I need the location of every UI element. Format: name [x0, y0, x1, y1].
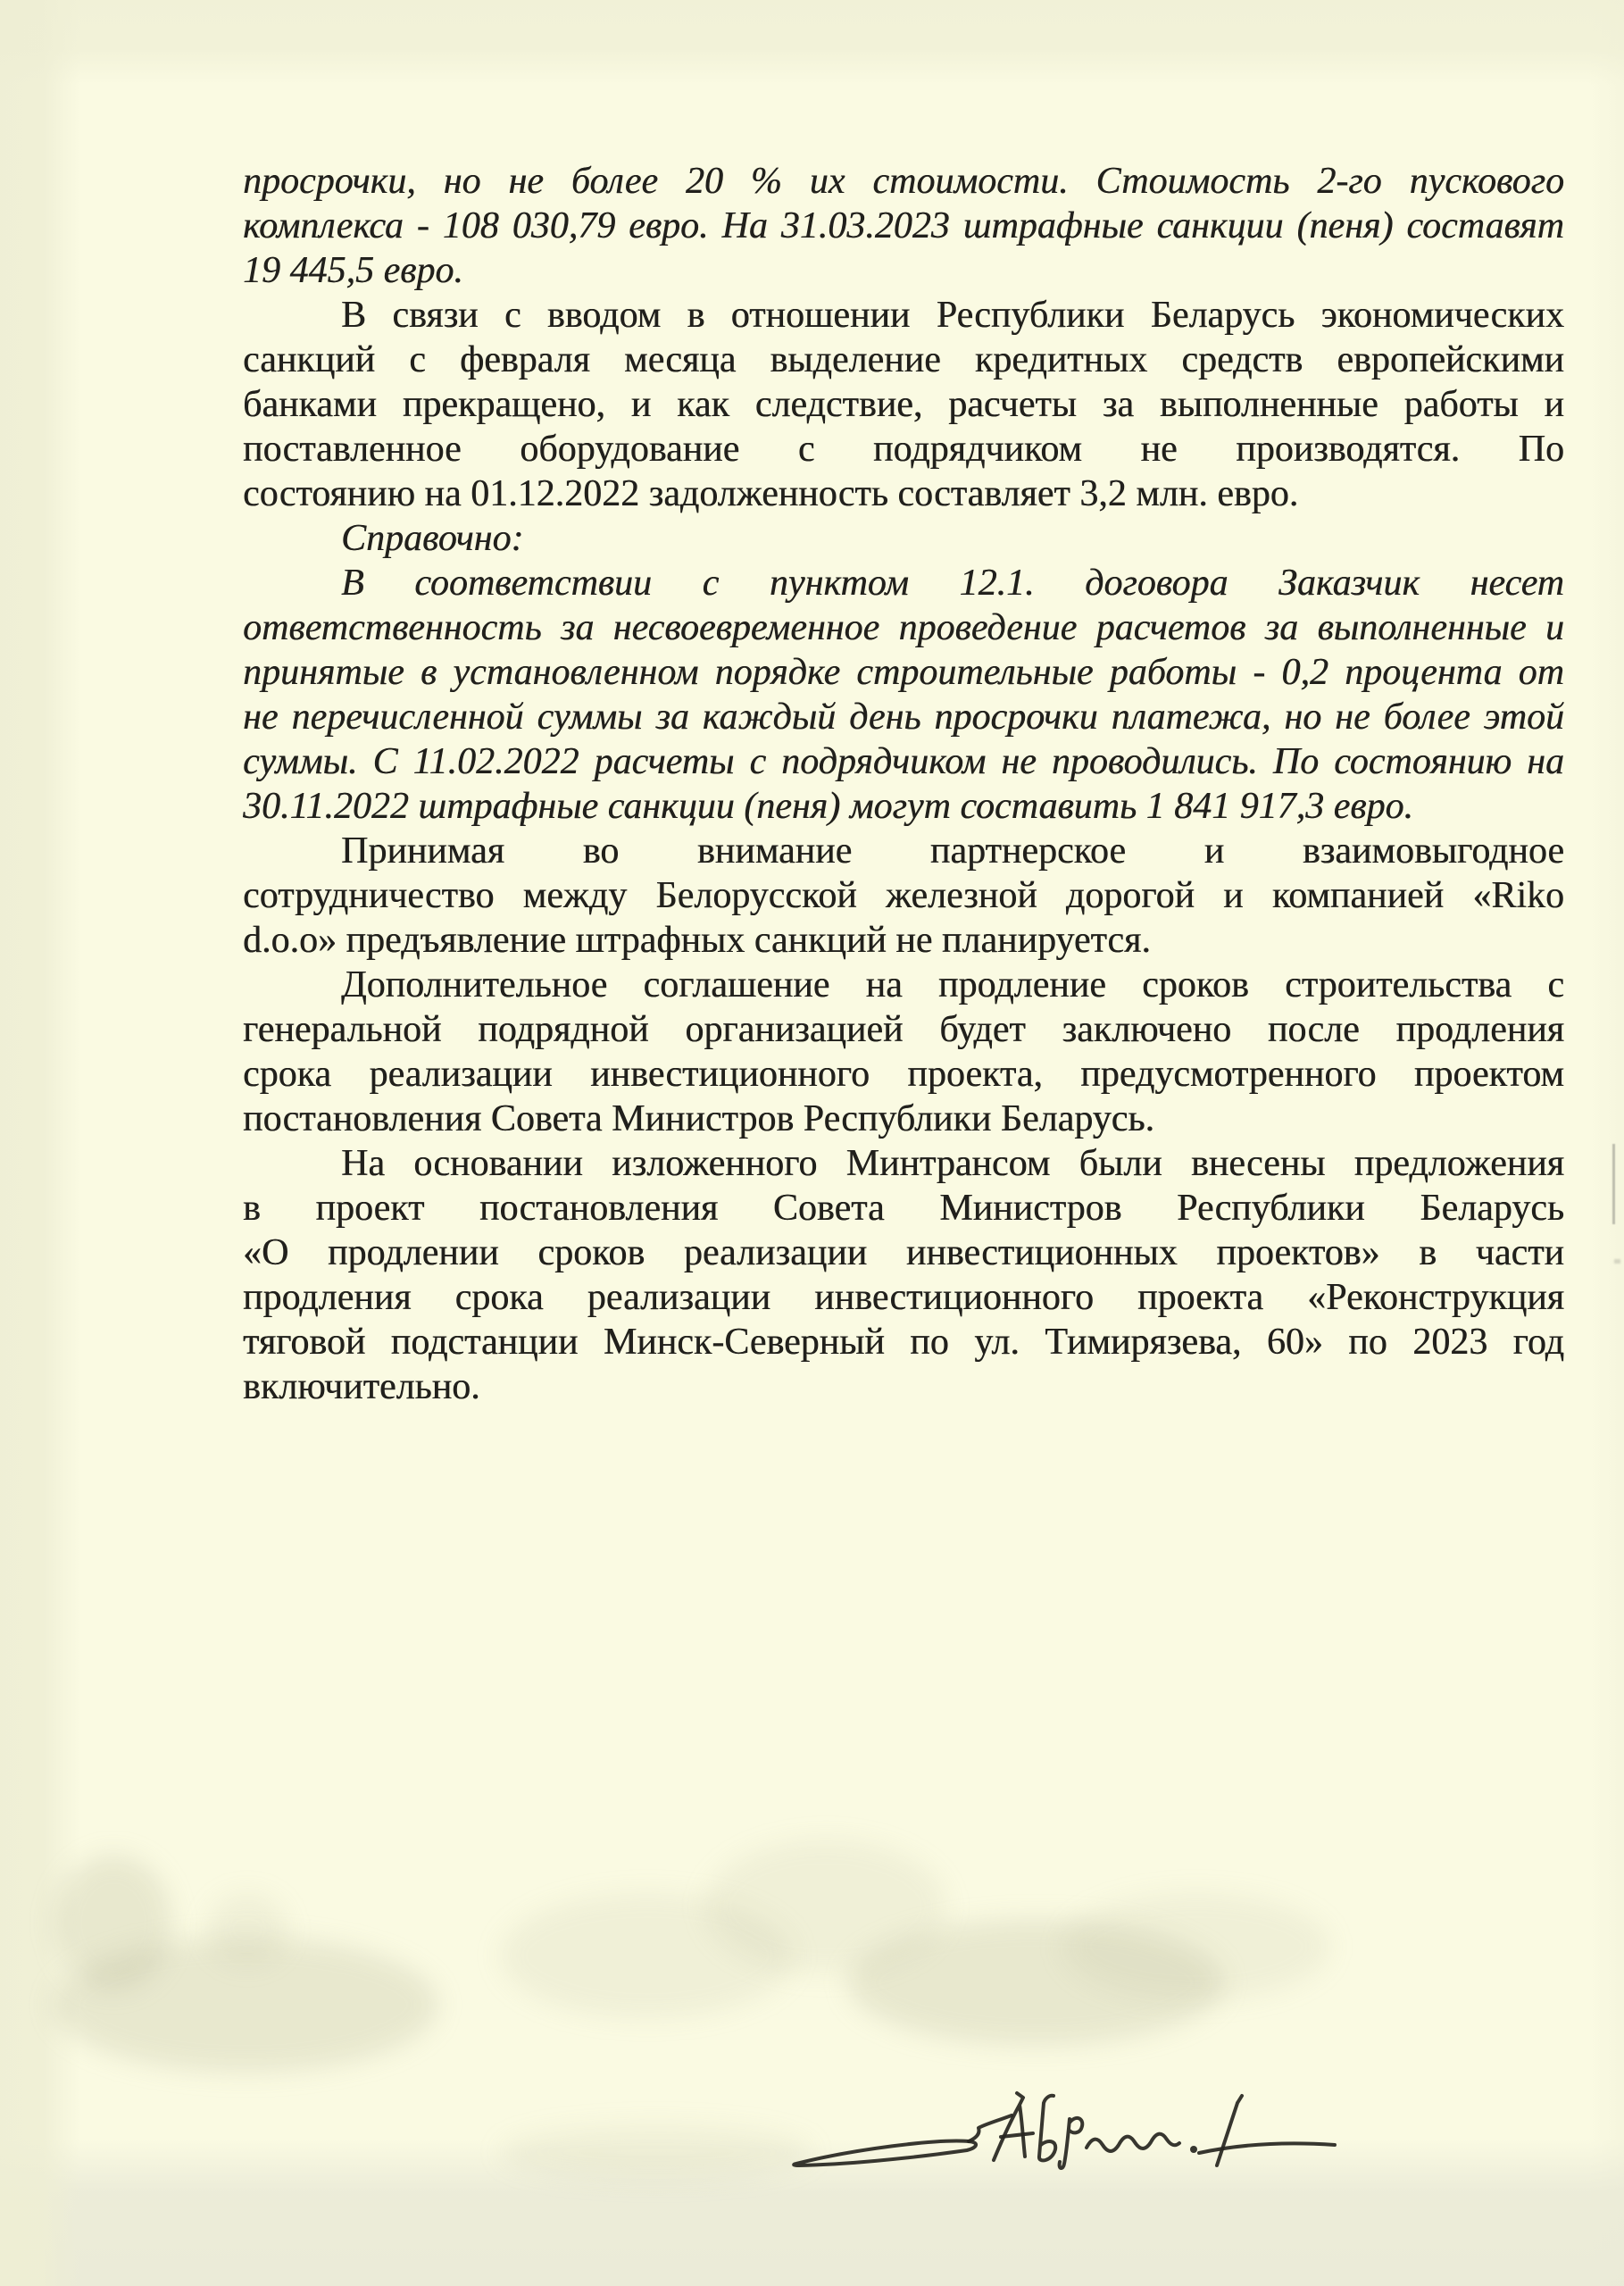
text-line: постановления Совета Министров Республики Беларусь. [243, 1098, 1154, 1139]
paragraph-p2 [243, 293, 1564, 516]
text-line: генеральной подрядной организацией будет заключено после продления [243, 1009, 1564, 1050]
text-line: суммы. С 11.02.2022 расчеты с подрядчиком не проводились. По состоянию на [243, 741, 1564, 782]
signature-period-dot [1190, 2146, 1197, 2153]
text-line: комплекса - 108 030,79 евро. На 31.03.2023 штрафные санкции (пеня) составят [243, 205, 1564, 246]
text-line: В связи с вводом в отношении Республики Беларусь экономических [341, 295, 1564, 336]
text-line: в проект постановления Совета Министров Республики Беларусь [243, 1188, 1564, 1229]
text-line: В соответствии с пунктом 12.1. договора Заказчик несет [341, 563, 1564, 604]
document-text-block [243, 159, 1564, 1409]
text-line: Дополнительное соглашение на продление сроков строительства с [341, 964, 1564, 1005]
paragraph-p6 [243, 963, 1564, 1141]
handwritten-signature [754, 2085, 1344, 2174]
text-line: просрочки, но не более 20 % их стоимости. Стоимость 2-го пускового [243, 161, 1564, 202]
text-line: сотрудничество между Белорусской железной дорогой и компанией «Riko [243, 875, 1564, 916]
text-line: срока реализации инвестиционного проекта, предусмотренного проектом [243, 1054, 1564, 1095]
paragraph-p1 [243, 159, 1564, 293]
scan-smudge [1062, 1893, 1330, 2000]
paragraph-p3 [243, 516, 1564, 561]
scan-smudge [54, 1938, 437, 2072]
text-line: На основании изложенного Минтрансом были внесены предложения [341, 1143, 1564, 1184]
text-line: принятые в установленном порядке строительные работы - 0,2 процента от [243, 652, 1564, 693]
text-line: санкций с февраля месяца выделение кредитных средств европейскими [243, 339, 1564, 380]
text-line: включительно. [243, 1366, 480, 1407]
scan-edge-dot [1614, 1259, 1620, 1264]
text-line: 19 445,5 евро. [243, 250, 463, 291]
text-line: ответственность за несвоевременное проведение расчетов за выполненные и [243, 607, 1564, 648]
text-line: не перечисленной суммы за каждый день просрочки платежа, но не более этой [243, 697, 1564, 738]
text-line: d.o.o» предъявление штрафных санкций не планируется. [243, 920, 1151, 961]
text-line: «О продлении сроков реализации инвестиционных проектов» в части [243, 1232, 1564, 1273]
text-line: тяговой подстанции Минск-Северный по ул. Тимирязева, 60» по 2023 год [243, 1322, 1564, 1363]
paragraph-p5 [243, 829, 1564, 963]
text-line: Справочно: [341, 518, 524, 559]
scan-edge-line [1612, 1144, 1615, 1224]
signature-flourish-stroke [794, 2141, 976, 2165]
text-line: состоянию на 01.12.2022 задолженность составляет 3,2 млн. евро. [243, 473, 1299, 514]
text-line: продления срока реализации инвестиционного проекта «Реконструкция [243, 1277, 1564, 1318]
text-line: 30.11.2022 штрафные санкции (пеня) могут составить 1 841 917,3 евро. [243, 786, 1413, 827]
paragraph-p7 [243, 1141, 1564, 1409]
text-line: поставленное оборудование с подрядчиком не производятся. По [243, 429, 1564, 470]
text-line: банками прекращено, и как следствие, расчеты за выполненные работы и [243, 384, 1564, 425]
paragraph-p4 [243, 561, 1564, 829]
signature-svg [754, 2085, 1344, 2174]
text-line: Принимая во внимание партнерское и взаимовыгодное [341, 830, 1564, 872]
